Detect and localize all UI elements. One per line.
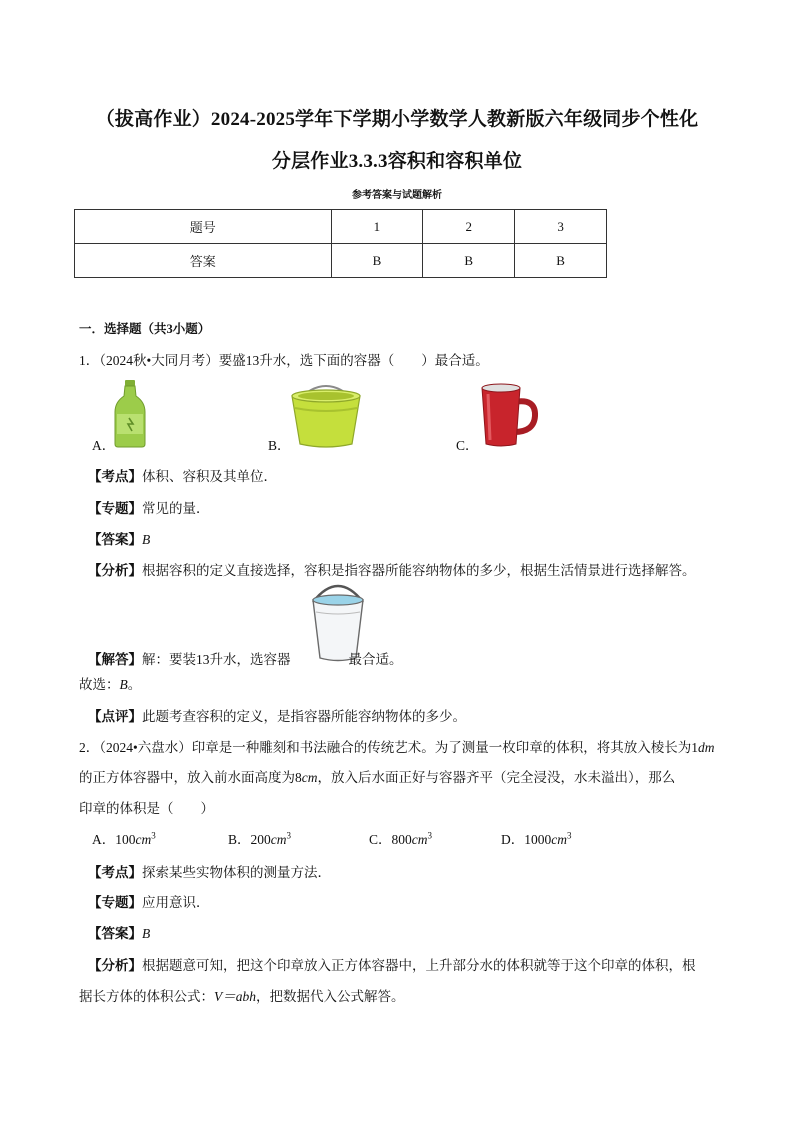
table-row [75,244,607,278]
document-subtitle: 参考答案与试题解析 [352,190,442,201]
document-title-line1: （拔高作业）2024-2025学年下学期小学数学人教新版六年级同步个性化 [95,109,699,130]
fenxi-text: 根据题意可知，把这个印章放入正方体容器中，上升部分水的体积就等于这个印章的体积，根 [142,958,696,973]
fenxi-text: 据长方体的体积公式： [79,989,214,1004]
kaodian-label: 【考点】 [88,865,142,880]
q2-zhuanti [88,891,210,911]
q2-option-d [501,828,572,848]
option-label: C． [369,832,392,847]
table-cell: 1 [331,210,423,244]
zhuanti-text: 常见的量． [142,501,210,516]
fenxi-text: 根据容积的定义直接选择，容积是指容器所能容纳物体的多少，根据生活情景进行选择解答。 [142,563,696,578]
dianping-label: 【点评】 [88,709,142,724]
q1-dianping [88,705,466,725]
unit-dm: dm [697,740,715,755]
q2-option-a [92,828,156,848]
option-exponent: 3 [427,830,433,841]
jieda-text-before: 解：要装13升水，选容器 [142,652,291,667]
answer-table [74,209,607,278]
document-title-line2: 分层作业3.3.3容积和容积单位 [271,151,523,172]
kaodian-label: 【考点】 [88,469,142,484]
daan-text: B [142,926,151,941]
option-exponent: 3 [567,830,572,841]
bucket-image [286,378,366,448]
fenxi-label: 【分析】 [88,958,142,973]
q2-option-b [228,828,291,848]
zhuanti-label: 【专题】 [88,895,142,910]
option-value: 1000 [524,832,552,847]
q1-option-c-label: C． [456,438,479,453]
q2-option-c [369,828,432,848]
q1-option-b-label: B． [268,438,291,453]
q2-stem-line3: 印章的体积是（ ） [79,801,214,816]
zhuanti-label: 【专题】 [88,501,142,516]
q1-fenxi [88,559,696,579]
table-cell: B [331,244,423,278]
fenxi-text: ，把数据代入公式解答。 [256,989,405,1004]
guxuan-end: 。 [127,677,142,692]
fenxi-label: 【分析】 [88,563,142,578]
q1-kaodian [88,465,277,485]
table-cell: 2 [423,210,515,244]
option-unit: cm [135,832,152,847]
kaodian-text: 体积、容积及其单位． [142,469,277,484]
q2-stem-text: 2．（2024•六盘水）印章是一种雕刻和书法融合的传统艺术。为了测量一枚印章的体积，将其放入棱长为1 [79,740,698,755]
q2-stem-text: ，放入后水面正好与容器齐平（完全浸没，水未溢出），那么 [317,770,676,785]
q2-stem-line1 [79,736,714,756]
q2-stem-line2 [79,766,675,786]
unit-cm: cm [301,770,318,785]
mug-image [478,382,540,448]
q1-stem: 1．（2024秋•大同月考）要盛13升水，选下面的容器（ ）最合适。 [79,353,489,368]
table-cell: B [423,244,515,278]
q1-guxuan [79,673,141,693]
bottle-image [112,380,148,448]
q2-fenxi-line2 [79,985,405,1005]
table-cell: 答案 [75,244,332,278]
q2-stem-text: 的正方体容器中，放入前水面高度为8 [79,770,302,785]
guxuan-answer: B [119,677,128,692]
option-exponent: 3 [151,830,156,841]
jieda-text-after: 最合适。 [348,652,403,667]
option-value: 100 [115,832,136,847]
daan-label: 【答案】 [88,532,142,547]
option-label: B． [228,832,251,847]
guxuan-text: 故选： [79,677,120,692]
q2-fenxi-line1 [88,954,696,974]
option-unit: cm [411,832,428,847]
option-value: 800 [391,832,412,847]
jieda-label: 【解答】 [88,652,142,667]
option-label: A． [92,832,116,847]
table-cell: 3 [515,210,607,244]
dianping-text: 此题考查容积的定义，是指容器所能容纳物体的多少。 [142,709,466,724]
q1-zhuanti [88,497,210,517]
q1-option-a-label: A． [92,438,116,453]
option-label: D． [501,832,525,847]
option-value: 200 [250,832,271,847]
table-cell: B [515,244,607,278]
q2-daan [88,922,150,942]
table-row [75,210,607,244]
option-unit: cm [270,832,287,847]
kaodian-text: 探索某些实物体积的测量方法． [142,865,331,880]
q2-kaodian [88,861,331,881]
volume-formula: V＝abh [214,989,256,1004]
zhuanti-text: 应用意识． [142,895,210,910]
section-heading: 一．选择题（共3小题） [79,322,211,336]
option-exponent: 3 [286,830,292,841]
daan-text: B [142,532,151,547]
table-cell: 题号 [75,210,332,244]
q1-daan [88,528,150,548]
daan-label: 【答案】 [88,926,142,941]
option-unit: cm [551,832,567,847]
q1-jieda [88,648,403,668]
